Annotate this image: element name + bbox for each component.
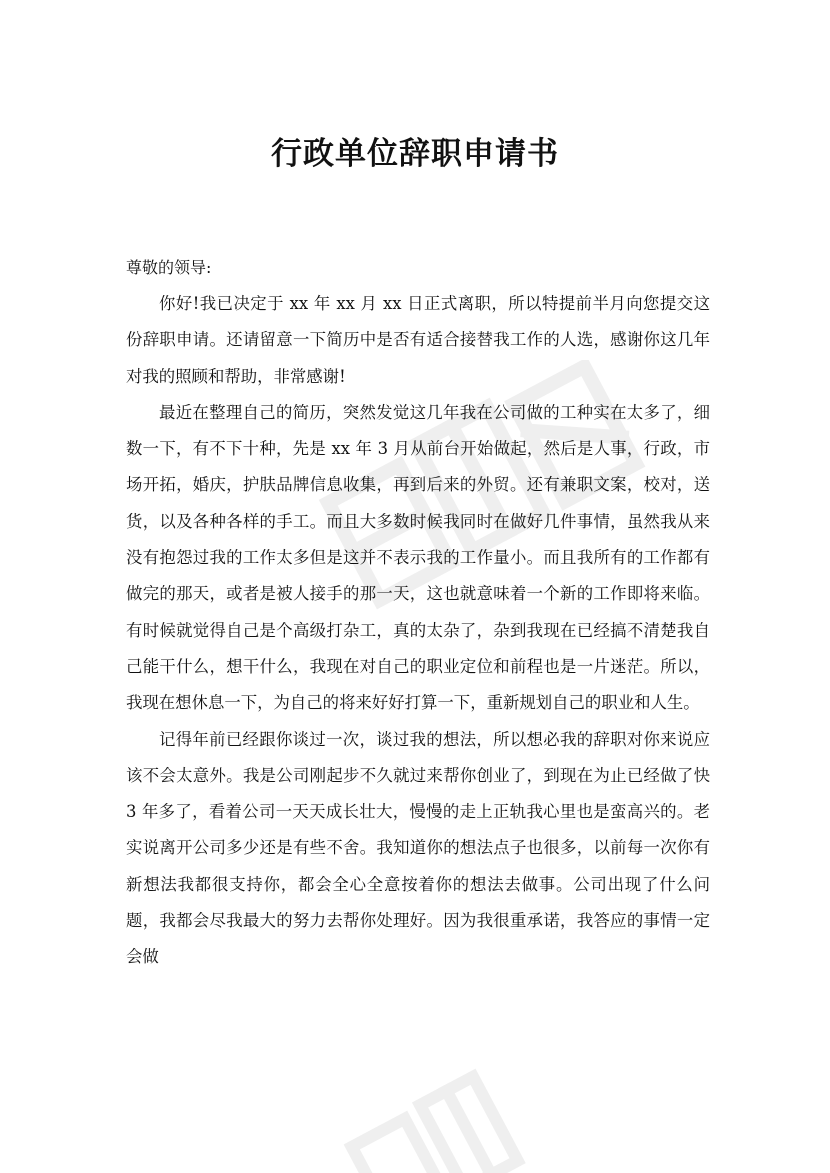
paragraph-reasons: 最近在整理自己的简历，突然发觉这几年我在公司做的工种实在太多了，细数一下，有不下十种，先是 xx 年 3 月从前台开始做起，然后是人事，行政，市场开拓，婚庆，护肤品牌信息收集，再到后来的外贸。还有兼职文案，校对，送货，以及各种各样的手工。而且大多数时候我同时在做好几件事情，虽然我从来没有抱怨过我的工作太多但是这并不表示我的工作量小。而且我所有的工作都有做完的那天，或者是被人接手的那一天，这也就意味着一个新的工作即将来临。有时候就觉得自己是个高级打杂工，真的太杂了，杂到我现在已经搞不清楚我自己能干什么，想干什么，我现在对自己的职业定位和前程也是一片迷茫。所以，我现在想休息一下，为自己的将来好好打算一下，重新规划自己的职业和人生。 xyxy=(126,402,710,713)
page-title: 行政单位辞职申请书 xyxy=(271,136,559,172)
letter-body xyxy=(126,286,710,976)
paragraph-greeting: 你好!我已决定于 xx 年 xx 月 xx 日正式离职，所以特提前半月向您提交这份辞职申请。还请留意一下简历中是否有适合接替我工作的人选，感谢你这几年对我的照顾和帮助，非常感谢! xyxy=(126,294,710,386)
watermark-stamp-bottom-icon xyxy=(340,1050,560,1173)
paragraph-history: 记得年前已经跟你谈过一次，谈过我的想法，所以想必我的辞职对你来说应该不会太意外。我是公司刚起步不久就过来帮你创业了，到现在为止已经做了快 3 年多了，看着公司一天天成长壮大，慢慢的走上正轨我心里也是蛮高兴的。老实说离开公司多少还是有些不舍。我知道你的想法点子也很多，以前每一次你有新想法我都很支持你，都会全心全意按着你的想法去做事。公司出现了什么问题，我都会尽我最大的努力去帮你处理好。因为我很重承诺，我答应的事情一定会做 xyxy=(126,729,710,967)
salutation: 尊敬的领导: xyxy=(126,258,212,277)
